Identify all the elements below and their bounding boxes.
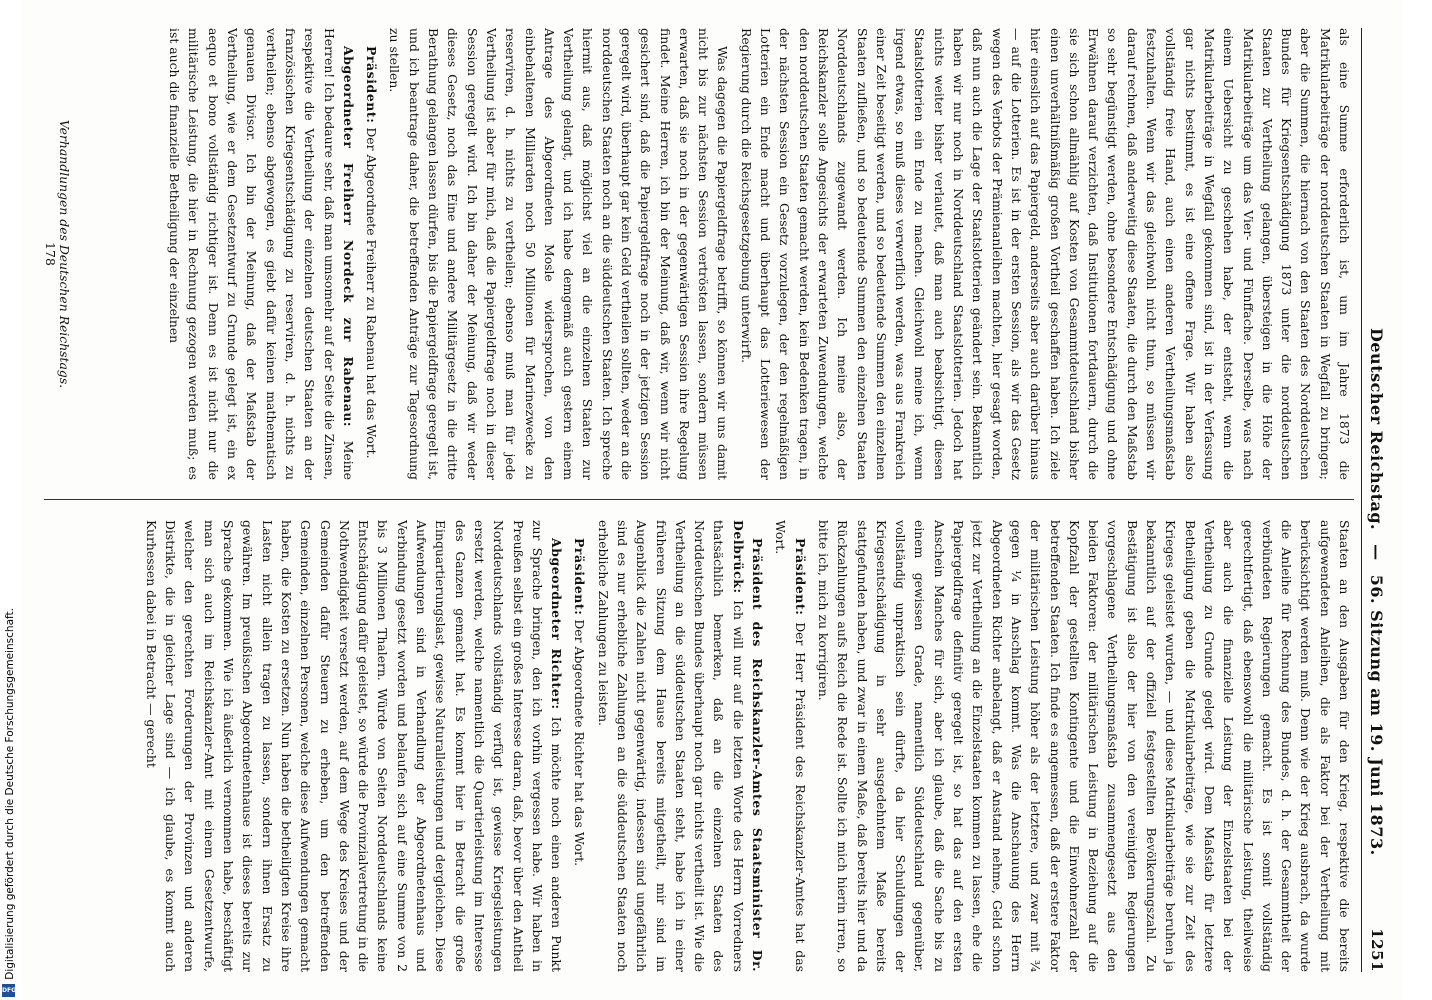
right-column [54, 520, 1354, 972]
signature-number: 178 [43, 242, 58, 266]
left-column [54, 28, 1354, 480]
speaker-name: Präsident: [792, 538, 808, 616]
speech-paragraph [570, 520, 589, 972]
paragraph-text: Staaten an den Ausgaben für den Krieg, respektive die bereits aufgewendeten Anleihen, die als Faktor bei der Vertheilung mit berücksichtigt werden muß. Denn wie der Krieg ausbrach, da wurde die Anleihe für Rechnung des Bundes, d. h. der Gesammtheit der verbündeten Regierungen gemacht. Es ist somit vollständig gerechtfertigt, daß ebensowohl die militärische Leistung, theilweise aber auch die finanzielle Leistung der Einzelstaaten bei der Vertheilung zu Grunde gelegt wird. Dem Maßstab für letztere Betheiligung geben die Matrikularbeiträge, wie sie zur Zeit des Krieges geleistet wurden, — und diese Matrikularbeiträge beruhen ja bekanntlich auf der offiziell festgestellten Bevölkerungszahl. Zu Bestätigung ist also der hier von den vereinigten Regierungen vorgeschlagene Vertheilungsmaßstab zusammengesetzt aus den beiden Faktoren: der militärischen Leistung in Beziehung auf die Kopfzahl der gestellten Kontingente und die Einwohnerzahl der betreffenden Staaten. Ich finde es angemessen, daß der erstere Faktor der militärischen Leistung höher als der letztere, und zwar mit ¾ gegen ¼ in Anschlag kommt. Was die Anschauung des Herrn Abgeordneten Richter anbelangt, daß er Anstand nehme, Geld schon jetzt zur Vertheilung an die Einzelstaaten kommen zu lassen, ehe die Papiergeldfrage definitiv geregelt ist, so hat das auf den ersten Anschein Manches für sich, aber ich glaube, daß die Sache bis zu einem gewissen Grade, namentlich Süddeutschland gegenüber, vollständig unpraktisch sein dürfte, da hier Schuldungen der Kriegsentschädigung in sehr ausgedehntem Maße bereits stattgefunden haben, und zwar in einem Maße, daß bereits hier und da Rückzahlungen aufs Reich die Rede ist. Sollte ich mich hierin irren, so bitte ich, mich zu korrigiren. [815, 520, 1352, 972]
page-header [1361, 28, 1388, 972]
column-divider [44, 499, 1354, 500]
dash-separator: — [1367, 544, 1386, 561]
speech-paragraph [142, 520, 567, 972]
dfg-logo-icon: DFG [2, 984, 15, 997]
page-number: 1251 [1368, 928, 1386, 972]
session-title: 56. Sitzung am 19. Juni 1873. [1367, 574, 1386, 856]
speaker-name: Präsident: [572, 538, 588, 616]
paragraph-text: Was dagegen die Papiergeldfrage betrifft, so können wir uns damit nicht bis zur nächsten Session vertrösten lassen, sondern müssen erwarten, daß sie noch in der gegenwärtigen Session ihre Regelung findet. Meine Herren, ich bin der Meinung, daß wir, wenn wir nicht gesichert sind, daß die Papiergeldfrage noch in der jetzigen Session geregelt wird, überhaupt gar kein Geld vertheilen sollten, weder an die norddeutschen Staaten noch an die süddeutschen Staaten. Ich spreche hiermit aus, daß möglichst viel an die einzelnen Staaten zur Vertheilung gelangt, und ich habe demgemäß auch gestern einem Antrage des Abgeordneten Mosle widersprochen, von den einbehaltenen Milliarden noch 50 Millionen für Marinezwecke zu reserviren, d. h. nichts zu vertheilen; ebenso muß man für jede Vertheilung ist aber für mich, daß die Papiergeldfrage noch in dieser Session geregelt wird. Ich bin daher der Meinung, daß wir weder dieses Gesetz, noch das Eine und andere Militärgesetz in die dritte Berathung gelangen lassen dürfen, bis die Papiergeldfrage geregelt ist, und ich beantrage daher, die betreffenden Anträge zur Tagesordnung zu stellen. [387, 28, 731, 480]
speech-text: Der Abgeordnete Richter hat das Wort. [572, 619, 588, 867]
speech-text: Ich möchte noch einen anderen Punkt zur Sprache bringen, den ich vorhin vergessen habe. Wir haben in Preußen selbst ein großes Interesse daran, daß, bevor über den Antheil Norddeutschlands vollständig verfügt ist, gewisse Kriegsleistungen ersetzt werden, welche namentlich die Quartierleistung im Interesse des Ganzen gemacht hat. Es kommt hier in Betracht die große Einquartierungslast, gewisse Naturalleistungen und dergleichen. Diese Aufwendungen sind in Verhandlung der Abgeordnetenhaus und Verbindung gesetzt worden und belaufen sich auf eine Summe von 2 bis 3 Millionen Thalern. Würde von Seiten Norddeutschlands keine Entschädigung dafür geleistet, so würde die Provinzialvertretung in die Nothwendigkeit versetzt werden, auf dem Wege des Kreises und der Gemeinden dafür Steuern zu erheben, um den betreffenden Gemeinden, einzelnen Personen, welche diese Aufwendungen gemacht haben, die Kosten zu ersetzen. Nun haben die betheiligten Kreise ihre Lasten nicht allein tragen zu lassen, sondern ihnen Ersatz zu gewähren. Im preußischen Abgeordnetenhause ist dieses bereits zur Sprache gekommen. Wie ich äußerlich vernommen habe, beschäftigt man sich auch im Reichskanzler-Amt mit einem Gesetzentwurfe, welcher den gerechten Forderungen der Provinzen und anderen Distrikte, die in gleicher Lage sind — ich glaube, es kommt auch Kurhessen dabei in Betracht — gerecht [143, 520, 565, 972]
speech-paragraph [771, 520, 810, 972]
speech-paragraph [593, 520, 767, 972]
speech-text: Meine Herren! Ich bedaure sehr, daß man umsomehr auf der Seite die Zinsen, respektive die Vertheilung der einzelnen deutschen Staaten an der französischen Kriegsentschädigung zu reserviren, d. h. nichts zu vertheilen; ebenso abgewogen, es giebt dafür keinen mathematisch genauen Divisor. Ich bin der Meinung, daß der Maßstab der Vertheilung, wie er dem Gesetzentwurf zu Grunde gelegt ist, ein ex aequo et bono vollständig richtiger ist. Denn es ist nicht nur die militärische Leistung, die hier in Rechnung gezogen werden muß; es ist auch die finanzielle Betheiligung der einzelnen [167, 28, 356, 480]
speaker-name: Präsident: [364, 46, 380, 124]
speaker-name: Abgeordneter Freiherr Nordeck zur Rabenau: [340, 46, 356, 428]
speech-paragraph [165, 28, 358, 480]
paragraph-continued [814, 520, 1354, 972]
publication-footer: Verhandlungen des Deutschen Reichstags. [57, 119, 72, 389]
page-footer [42, 28, 72, 480]
speech-text: Der Herr Präsident des Reichskanzler-Amtes hat das Wort. [773, 520, 808, 972]
journal-title: Deutscher Reichstag. [1367, 328, 1386, 531]
speech-text: Ich will nur auf die letzten Worte des Herrn Vorredners thatsächlich bemerken, daß an die einzelnen Staaten des Norddeutschen Bundes überhaupt noch gar nichts vertheilt ist. Wie die Vertheilung an die süddeutschen Staaten steht, habe ich in einer früheren Sitzung dem Hause bereits mitgetheilt, mir sind im Augenblick die Zahlen nicht gegenwärtig, indessen sind ungefährlich sind es nur erhebliche Zahlungen an die süddeutschen Staaten noch erhebliche Zahlungen zu leisten. [595, 520, 746, 972]
speaker-name: Präsident des Reichskanzler-Amtes Staatsminister Dr. Delbrück: [730, 520, 766, 972]
speaker-name: Abgeordneter Richter: [549, 538, 565, 710]
paragraph-continued [737, 28, 1355, 480]
digitization-credit: Digitalisierung gefördert durch die Deutsche Forschungsgemeinschaft. [4, 608, 16, 980]
speech-text: Der Abgeordnete Freiherr zu Rabenau hat das Wort. [364, 127, 380, 459]
speech-paragraph [362, 28, 381, 480]
paragraph [385, 28, 732, 480]
paragraph-text: als eine Summe erforderlich ist, um im Jahre 1873 die Matrikularbeiträge der norddeutschen Staaten in Wegfall zu bringen; aber die Summen, die hiernach von den Staaten des Norddeutschen Bundes für Kriegsentschädigung 1873 unter die norddeutschen Staaten zur Vertheilung gelangen, übersteigen in die Höhe der Matrikularbeiträge um das Vier- und Fünffache. Derselbe, was nach einem Uebersicht zu geschehen habe, der entsteht, wenn die Matrikularbeiträge in Wegfall gekommen sind, ist in der Verfassung gar nichts bestimmt, es ist eine offene Frage. Wir haben also vollständig freie Hand, auch einen anderen Vertheilungsmaßstab festzuhalten. Wenn wir das gleichwohl nicht thun, so müssen wir darauf rechnen, daß anderweitig diese Staaten, die durch den Maßstab so sehr begünstigt werden, ohne besondere Entschädigung und ohne Erwähnen darauf verzichten, daß Institutionen fortdauern, durch die sie sich schon allmählig auf Kosten von Gesammtdeutschland bisher einen unverhältnißmäßig großen Vortheil geschaffen haben. Ich ziele hier eineslich auf das Papiergeld, anderseits aber auch darüber hinaus — auf die Lotterien. Es ist in der ersten Session, als wir das Gesetz wegen des Verbots der Prämienanleihen machten, hier gesagt worden, daß nun auch die Lage der Staatslotterien geändert sein. Bekanntlich haben wir nur noch in Norddeutschland Staatslotterien. Jedoch hat nichts weiter bisher verlautet, daß man auch beabsichtigt, diesen Staatslotterien ein Ende zu machen. Gleichwohl meine ich, wenn irgend etwas, so muß dieses verwerflich werden, was aus Frankreich einer Zeit beseitigt werden, und so bedeutende Summen den einzelnen Staaten zufließen, und so bedeutende Summen den einzelnen Staaten Norddeutschlands zugewandt werden. Ich meine also, der Reichskanzler solle Angesichts der erwarteten Zuwendungen, welche den norddeutschen Staaten gemacht werden, kein Bedenken tragen, in der nächsten Session ein Gesetz vorzulegen, der den regelmäßigen Lotterien ein Ende macht und überhaupt das Lotteriewesen der Regierung durch die Reichsgesetzgebung unterwirft. [738, 28, 1352, 480]
running-head [1367, 328, 1386, 856]
rotated-page [22, 0, 1402, 1000]
